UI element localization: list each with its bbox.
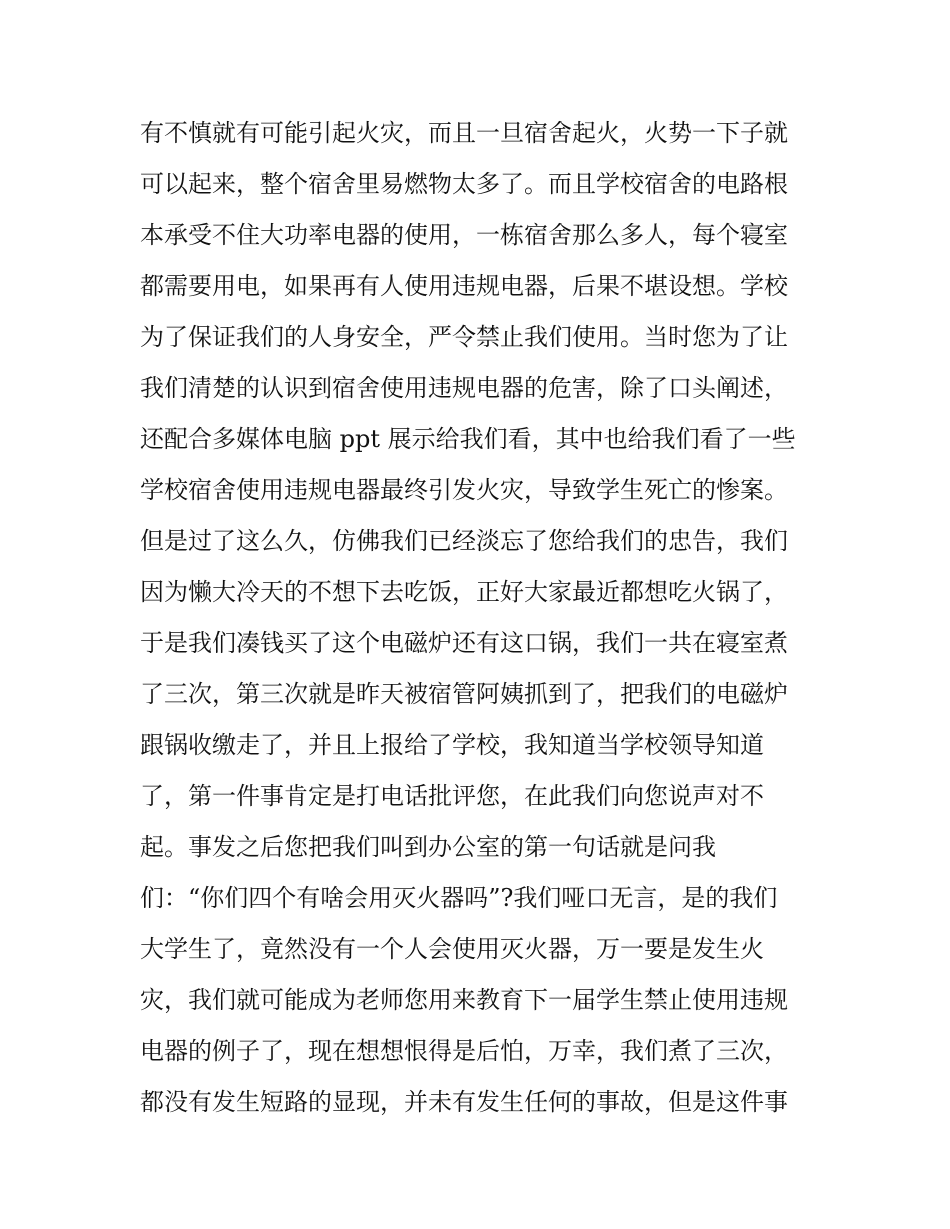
- text-line: 们：“你们四个有啥会用灭火器吗”?我们哑口无言，是的我们: [140, 884, 778, 912]
- body-text: [140, 108, 820, 1128]
- text-line: 可以起来，整个宿舍里易燃物太多了。而且学校宿舍的电路根: [140, 170, 788, 198]
- text-line: 还配合多媒体电脑 ppt 展示给我们看，其中也给我们看了一些: [140, 425, 796, 453]
- text-line: 了，第一件事肯定是打电话批评您，在此我们向您说声对不: [140, 782, 764, 810]
- text-line: 了三次，第三次就是昨天被宿管阿姨抓到了，把我们的电磁炉: [140, 680, 788, 708]
- text-line: 因为懒大冷天的不想下去吃饭，正好大家最近都想吃火锅了，: [140, 578, 788, 606]
- text-line: 灾，我们就可能成为老师您用来教育下一届学生禁止使用违规: [140, 986, 788, 1014]
- text-line: 都没有发生短路的显现，并未有发生任何的事故，但是这件事: [140, 1088, 788, 1116]
- text-line: 本承受不住大功率电器的使用，一栋宿舍那么多人，每个寝室: [140, 221, 788, 249]
- text-line: 跟锅收缴走了，并且上报给了学校，我知道当学校领导知道: [140, 731, 764, 759]
- text-line: 有不慎就有可能引起火灾，而且一旦宿舍起火，火势一下子就: [140, 119, 788, 147]
- text-line: 电器的例子了，现在想想恨得是后怕，万幸，我们煮了三次，: [140, 1037, 788, 1065]
- text-line: 为了保证我们的人身安全，严令禁止我们使用。当时您为了让: [140, 323, 788, 351]
- text-line: 大学生了，竟然没有一个人会使用灭火器，万一要是发生火: [140, 935, 764, 963]
- text-line: 于是我们凑钱买了这个电磁炉还有这口锅，我们一共在寝室煮: [140, 629, 788, 657]
- text-line: 但是过了这么久，仿佛我们已经淡忘了您给我们的忠告，我们: [140, 527, 788, 555]
- text-line: 我们清楚的认识到宿舍使用违规电器的危害，除了口头阐述，: [140, 374, 788, 402]
- text-line: 起。事发之后您把我们叫到办公室的第一句话就是问我: [140, 833, 716, 861]
- text-line: 学校宿舍使用违规电器最终引发火灾，导致学生死亡的惨案。: [140, 476, 788, 504]
- text-line: 都需要用电，如果再有人使用违规电器，后果不堪设想。学校: [140, 272, 788, 300]
